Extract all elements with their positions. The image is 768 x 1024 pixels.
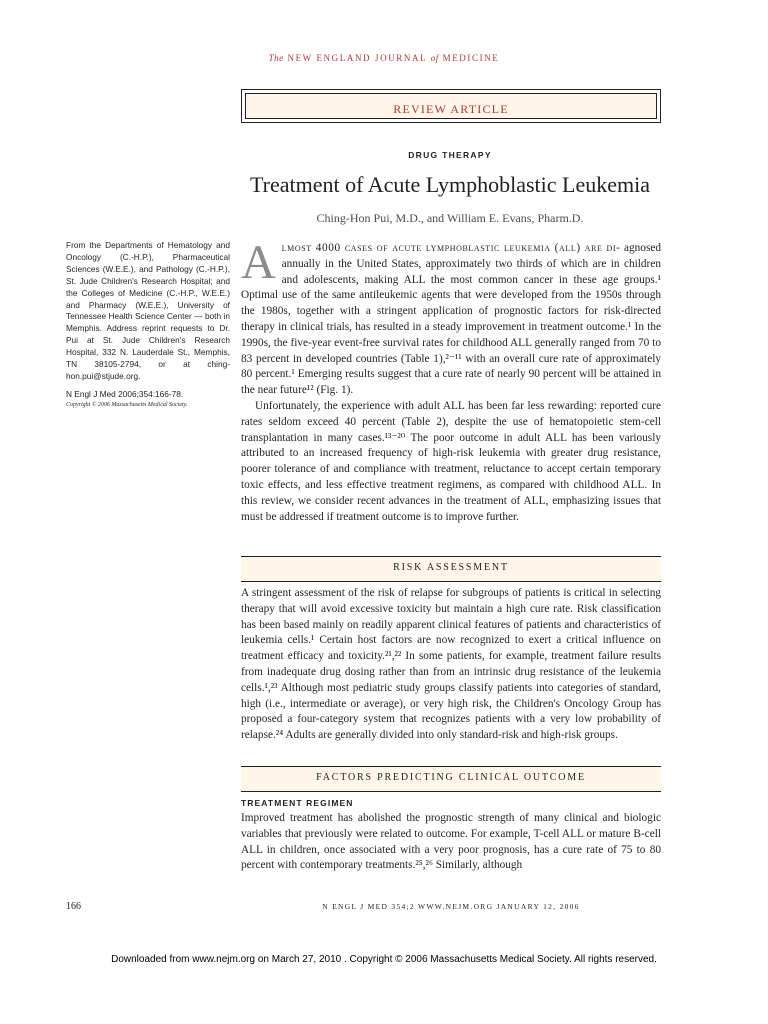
intro-section	[241, 236, 662, 525]
drop-cap: A	[241, 236, 276, 289]
treatment-regimen-heading: TREATMENT REGIMEN	[241, 798, 354, 808]
journal-name-a: NEW ENGLAND JOURNAL	[287, 53, 427, 63]
citation: N Engl J Med 2006;354:166-78.	[66, 389, 184, 399]
factors-section	[241, 811, 661, 874]
journal-header	[0, 53, 768, 63]
article-title: Treatment of Acute Lymphoblastic Leukemia	[250, 172, 650, 197]
article-type-inner	[245, 93, 657, 119]
intro-paragraph-1-text: agnosed annually in the United States, approximately two thirds of which are in children and adolescents, making ALL the most common cancer in these age groups.¹ Optimal use of the same antileukemic agents that were developed from the 1950s through the 1980s, together with a stringent application of prognostic factors for risk-directed therapy in clinical trials, has resulted in a steady improvement in treatment outcome.¹ In the 1990s, the five-year event-free survival rates for childhood ALL generally ranged from 70 to 83 percent in developed countries (Table 1),²⁻¹¹ with an overall cure rate of approximately 80 percent.¹ Emerging results suggest that a cure rate of nearly 90 percent will be attained in the near future¹² (Fig. 1).	[241, 242, 662, 397]
risk-assessment-heading: RISK ASSESSMENT	[393, 562, 509, 573]
running-footer: N ENGL J MED 354;2 WWW.NEJM.ORG JANUARY 12, 2006	[322, 902, 580, 911]
section-label: DRUG THERAPY	[408, 150, 492, 160]
risk-paragraph-1: A stringent assessment of the risk of relapse for subgroups of patients is critical in selecting therapy that will avoid excessive toxicity but maintain a high cure rate. Risk classification has been based mainly on readily apparent clinical features of patients and characteristics of leukemia cells.¹ Certain host factors are now recognized to exert a critical influence on treatment efficacy and toxicity.²¹,²² In some patients, for example, treatment failure results from inadequate drug dosing rather than from an intrinsic drug resistance of the leukemia cells.¹,²³ Although most pediatric study groups classify patients into categories of standard, high (i.e., intermediate or average), or very high risk, the Children's Oncology Group has proposed a four-category system that recognizes patients with a very low probability of relapse.²⁴ Adults are generally divided into only standard-risk and high-risk groups.	[241, 587, 661, 742]
intro-paragraph-1	[241, 236, 662, 399]
factors-heading: FACTORS PREDICTING CLINICAL OUTCOME	[316, 772, 586, 783]
factors-paragraph-1: Improved treatment has abolished the prognostic strength of many clinical and biologic variables that previously were related to outcome. For example, T-cell ALL or mature B-cell ALL in children, once associated with a very poor prognosis, has a cure rate of 75 to 80 percent with contemporary treatments.²⁵,²⁶ Similarly, although	[241, 812, 661, 872]
article-authors: Ching-Hon Pui, M.D., and William E. Evans, Pharm.D.	[316, 211, 584, 225]
download-notice: Downloaded from www.nejm.org on March 27, 2010 . Copyright © 2006 Massachusetts Medical Society. All rights reserved.	[111, 954, 657, 965]
copyright-notice: Copyright © 2006 Massachusetts Medical Society.	[66, 402, 188, 408]
intro-paragraph-2: Unfortunately, the experience with adult ALL has been far less rewarding: reported cure rates seldom exceed 40 percent (Table 2), despite the use of hematopoietic stem-cell transplantation in many cases.¹³⁻²⁰ The poor outcome in adult ALL has been variously attributed to an increased frequency of high-risk leukemia with greater drug resistance, poorer tolerance of and compliance with treatment, reluctance to accept certain temporary toxic effects, and less effective treatment regimens, as compared with childhood ALL. In this review, we consider recent advances in the treatment of ALL, emphasizing issues that must be addressed if treatment outcome is to improve further.	[241, 399, 661, 523]
intro-lead-in: lmost 4000 cases of acute lymphoblastic leukemia (all) are di-	[281, 242, 621, 254]
article-type-label: REVIEW ARTICLE	[393, 102, 509, 116]
journal-of: of	[430, 53, 439, 63]
risk-assessment-section	[241, 586, 661, 744]
journal-prefix: The	[268, 53, 284, 63]
page-number: 166	[66, 901, 81, 912]
journal-name-b: MEDICINE	[442, 53, 500, 63]
article-type-box	[241, 89, 661, 123]
author-affiliations: From the Departments of Hematology and Oncology (C.-H.P.), Pharmaceutical Sciences (W.E.E.), and Pathology (C.-H.P.), St. Jude Children's Research Hospital; and the Colleges of Medicine (C.-H.P., W.E.E.) and Pharmacy (W.E.E.), University of Tennessee Health Science Center — both in Memphis. Address reprint requests to Dr. Pui at St. Jude Children's Research Hospital, 332 N. Lauderdale St., Memphis, TN 38105-2794, or at ching-hon.pui@stjude.org.	[66, 240, 230, 381]
factors-band	[241, 766, 661, 792]
risk-assessment-band	[241, 556, 661, 582]
